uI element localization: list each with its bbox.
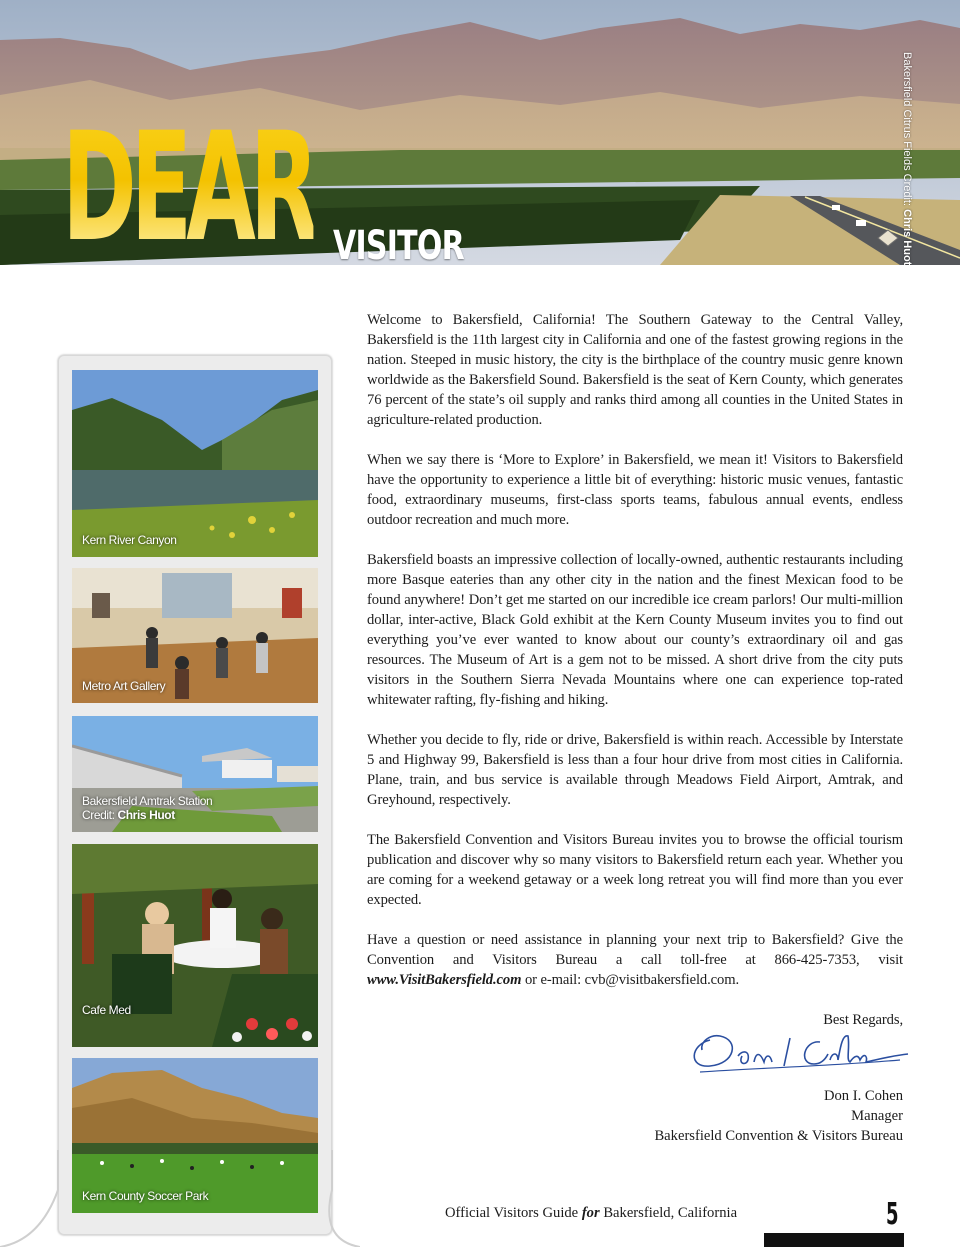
photo-kern-county-soccer-park: [72, 1058, 318, 1213]
letter-paragraph: Welcome to Bakersfield, California! The Southern Gateway to the Central Valley, Bakersfield is the 11th largest city in California and one of the fastest growing regions in the nation. Steeped in music history, the city is the birthplace of the country music genre known worldwide as the Bakersfield Sound. Bakersfield is the seat of Kern County, which generates 76 percent of the state’s oil supply and ranks third among all counties in the United States in agriculture-related production.: [367, 312, 903, 428]
signer-organization: Bakersfield Convention & Visitors Bureau: [654, 1128, 903, 1144]
contact-text: Have a question or need assistance in planning your next trip to Bakersfield? Give the Convention and Visitors Bureau a call toll-free at 866-425-7353, visit: [367, 932, 903, 968]
photo-credit-prefix: Credit:: [82, 808, 115, 822]
signer-name: Don I. Cohen: [823, 1088, 903, 1104]
photo-caption: [82, 794, 212, 822]
signer-title: Manager: [851, 1108, 903, 1124]
letter-paragraph: Bakersfield boasts an impressive collection of locally-owned, authentic restaurants including more Basque eateries than any other city in the nation and the finest Mexican food to be found anywhere! Don’t get me started on our incredible ice cream parlors! Our multi-million dollar, inter-active, Black Gold exhibit at the Kern County Museum invites you to find out everything you’ve ever wanted to know about our county’s extraordinary oil and gas resources. The Museum of Art is a gem not to be missed. A short drive from the city puts visitors in the Southern Sierra Nevada Mountains where one can experience top-rated whitewater rafting, fly-fishing and hiking.: [367, 552, 903, 708]
photo-credit-name: Chris Huot: [901, 209, 913, 265]
signature-image: [680, 1020, 910, 1080]
photo-credit: [900, 52, 914, 265]
photo-caption-title: Bakersfield Amtrak Station: [82, 794, 213, 808]
letter-closing: Best Regards,: [823, 1012, 903, 1028]
photo-kern-river-canyon: [72, 370, 318, 557]
hero-subtitle: VISITOR: [333, 223, 464, 265]
email-text: or e-mail: cvb@visitbakersfield.com.: [524, 972, 740, 988]
photo-cafe-med: [72, 844, 318, 1047]
photo-caption-credit: [82, 808, 212, 822]
photo-caption: Cafe Med: [82, 1003, 131, 1017]
footer-text-italic: for: [581, 1205, 600, 1221]
letter-paragraph: When we say there is ‘More to Explore’ in Bakersfield, we mean it! Visitors to Bakersfield have the opportunity to experience a little bit of everything: historic music venues, fantastic food, extraordinary museums, first-class sports teams, fabulous annual events, endless outdoor recreation and much more.: [367, 452, 903, 528]
page-number: 5: [886, 1197, 899, 1232]
kern-river-canyon-image: [72, 370, 318, 557]
footer-text-before: Official Visitors Guide: [445, 1205, 579, 1221]
letter-paragraph: Whether you decide to fly, ride or drive, Bakersfield is within reach. Accessible by Interstate 5 and Highway 99, Bakersfield is less than a four hour drive from most cities in California. Plane, train, and bus service is available through Meadows Field Airport, Amtrak, and Greyhound, respectively.: [367, 732, 903, 808]
footer-bar: [764, 1233, 904, 1247]
photo-caption: Kern River Canyon: [82, 533, 177, 547]
letter-contact-paragraph: [367, 930, 903, 990]
footer-publication-title: [445, 1203, 737, 1223]
footer-text-after: Bakersfield, California: [603, 1205, 738, 1221]
letter-paragraph: The Bakersfield Convention and Visitors Bureau invites you to browse the official tourism publication and discover why so many visitors to Bakersfield return each year. Whether you are coming for a weekend getaway or a week long retreat you will find more than you ever expected.: [367, 832, 903, 908]
photo-caption: Kern County Soccer Park: [82, 1189, 209, 1203]
hero-banner: [0, 0, 960, 265]
hero-title: DEAR: [62, 108, 313, 265]
photo-credit-name: Chris Huot: [117, 808, 175, 822]
website-link[interactable]: www.VisitBakersfield.com: [367, 972, 522, 988]
signoff-block: [560, 1086, 903, 1146]
photo-amtrak-station: [72, 716, 318, 832]
photo-metro-art-gallery: [72, 568, 318, 703]
photo-caption: Metro Art Gallery: [82, 679, 166, 693]
letter-body: [367, 310, 903, 1050]
photo-credit-prefix: Bakersfield Citrus Fields Credit:: [901, 52, 913, 207]
